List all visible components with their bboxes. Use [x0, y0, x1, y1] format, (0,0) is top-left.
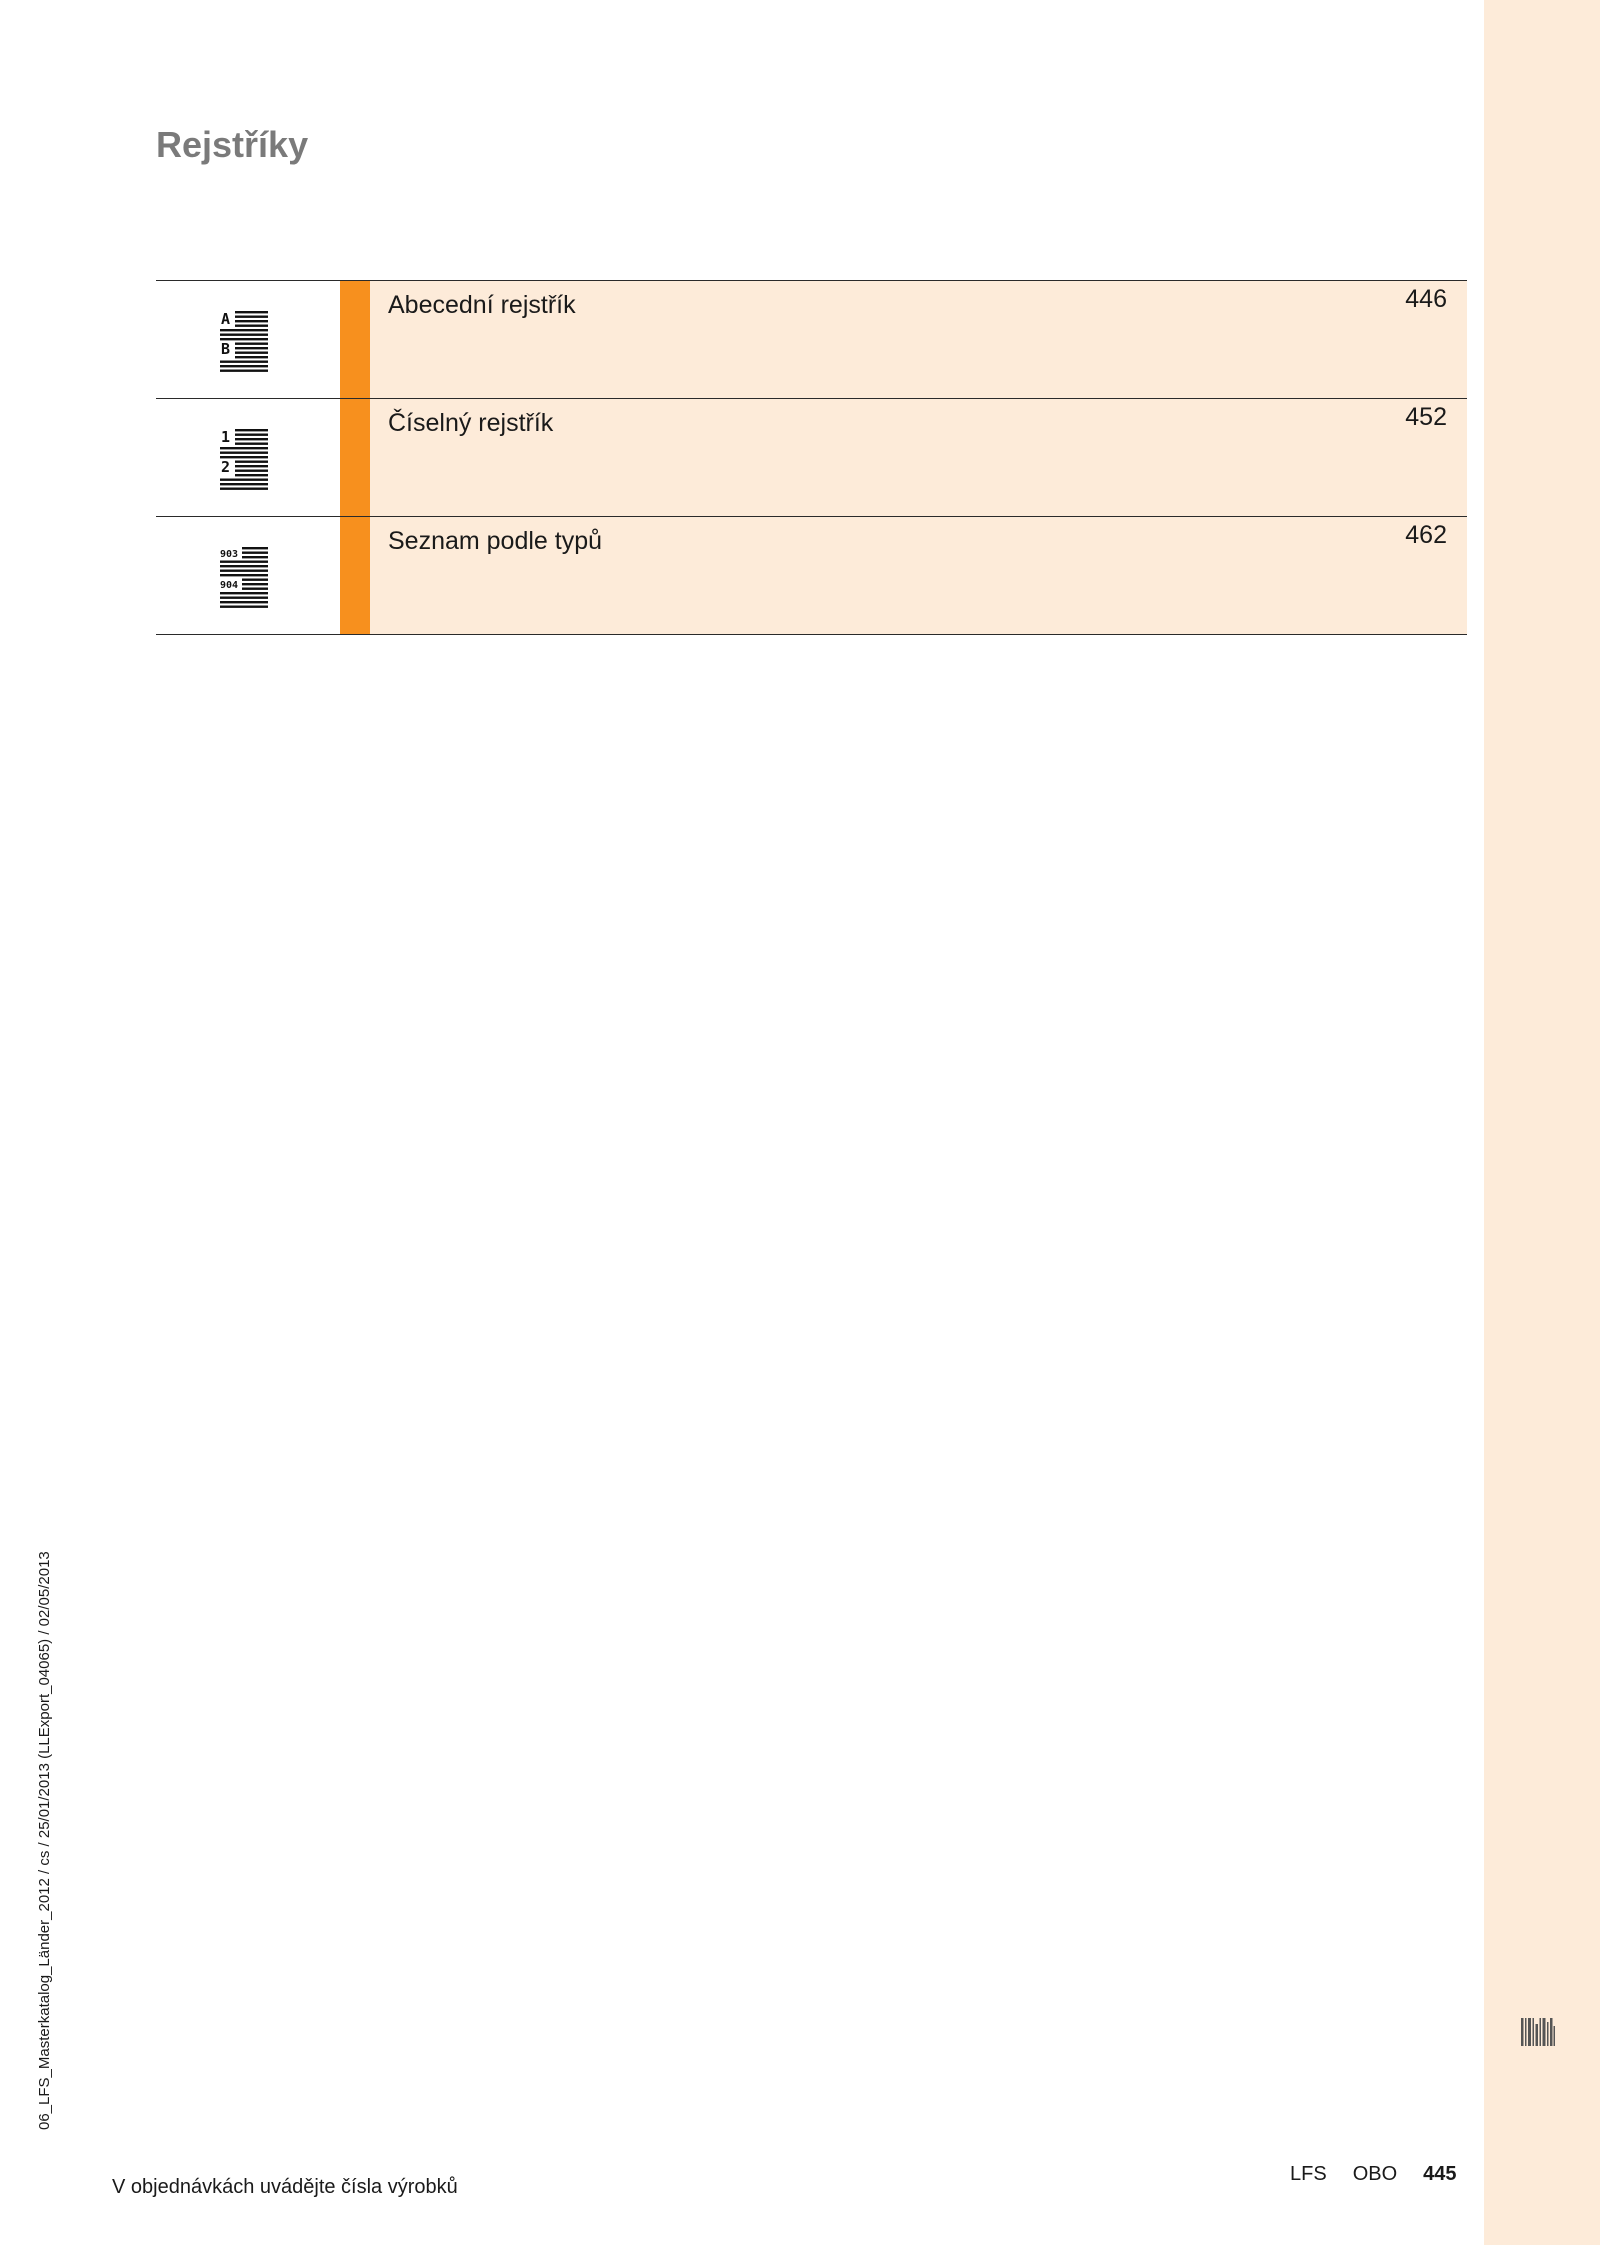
svg-text:1: 1 [221, 428, 231, 446]
index-row-type-list[interactable] [156, 517, 1467, 635]
svg-text:2: 2 [221, 458, 231, 476]
footer-page-info [1290, 2163, 1457, 2186]
svg-text:903: 903 [220, 549, 239, 560]
entry-label[interactable]: Číselný rejstřík [388, 409, 554, 437]
accent-bar [340, 399, 370, 516]
entry-page-number: 452 [1405, 403, 1447, 431]
icon-cell [156, 399, 340, 516]
entry-label[interactable]: Abecední rejstřík [388, 291, 576, 319]
icon-cell [156, 281, 340, 398]
index-table [156, 280, 1467, 635]
svg-text:904: 904 [220, 580, 239, 591]
entry-page-number: 462 [1405, 521, 1447, 549]
svg-text:A: A [221, 310, 231, 328]
side-color-strip [1484, 0, 1600, 2245]
footer-brand-lfs: LFS [1290, 2163, 1327, 2185]
content-cell [370, 399, 1467, 516]
icon-cell [156, 517, 340, 634]
catalog-meta-text: 06_LFS_Masterkatalog_Länder_2012 / cs / 25/01/2013 (LLExport_04065) / 02/05/2013 [36, 1551, 53, 2130]
entry-page-number: 446 [1405, 285, 1447, 313]
content-cell [370, 517, 1467, 634]
page-title: Rejstříky [156, 124, 309, 165]
footer-note: V objednávkách uvádějte čísla výrobků [112, 2176, 458, 2198]
svg-text:B: B [221, 340, 231, 358]
index-row-alphabetical[interactable] [156, 281, 1467, 399]
accent-bar [340, 281, 370, 398]
numerical-index-icon [220, 427, 270, 491]
type-list-icon [220, 545, 270, 609]
index-row-numerical[interactable] [156, 399, 1467, 517]
footer-page-number: 445 [1423, 2163, 1457, 2185]
barcode-icon [1521, 2018, 1555, 2046]
accent-bar [340, 517, 370, 634]
footer-brand-obo: OBO [1352, 2163, 1398, 2185]
alphabetical-index-icon [220, 309, 270, 373]
content-cell [370, 281, 1467, 398]
entry-label[interactable]: Seznam podle typů [388, 527, 603, 555]
